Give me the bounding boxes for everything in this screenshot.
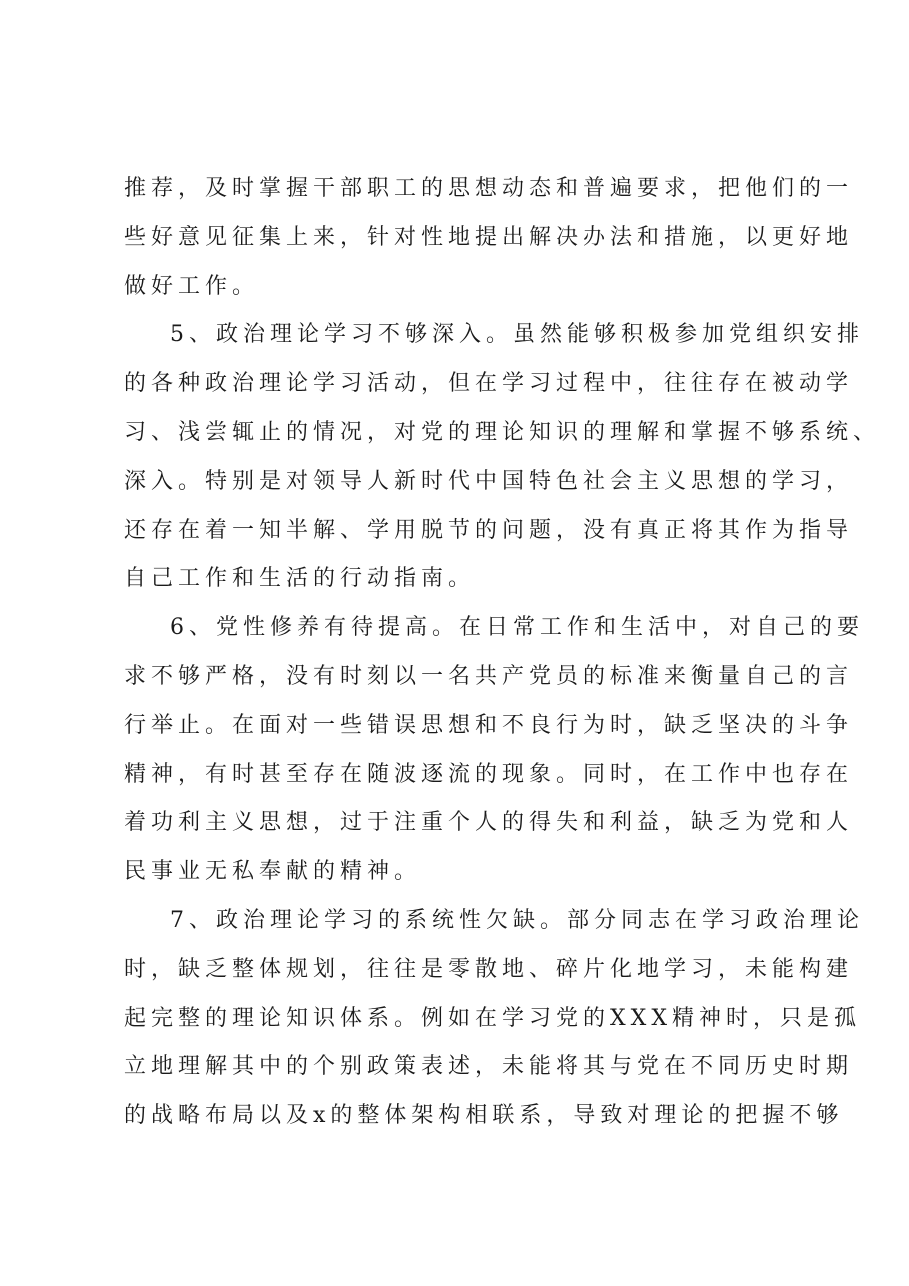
paragraph-7-first-line: 7、政治理论学习的系统性欠缺。部分同志在学习政治理论: [170, 907, 864, 933]
text-line: 的各种政治理论学习活动，但在学习过程中，往往存在被动学: [124, 371, 854, 397]
text-line: 民事业无私奉献的精神。: [124, 859, 422, 885]
text-line: 自己工作和生活的行动指南。: [124, 566, 476, 592]
text-line: 的战略布局以及x的整体架构相联系，导致对理论的把握不够: [124, 1103, 844, 1129]
text-line: 推荐，及时掌握干部职工的思想动态和普遍要求，把他们的一: [124, 176, 854, 201]
text-line: 时，缺乏整体规划，往往是零散地、碎片化地学习，未能构建: [124, 956, 854, 982]
text-line: 立地理解其中的个别政策表述，未能将其与党在不同历史时期: [124, 1054, 854, 1080]
text-line: 求不够严格，没有时刻以一名共产党员的标准来衡量自己的言: [124, 663, 854, 689]
text-line: 习、浅尝辄止的情况，对党的理论知识的理解和掌握不够系统、: [124, 419, 881, 445]
text-line: 些好意见征集上来，针对性地提出解决办法和措施，以更好地: [124, 224, 854, 250]
paragraph-5-first-line: 5、政治理论学习不够深入。虽然能够积极参加党组织安排: [170, 322, 864, 348]
text-line: 还存在着一知半解、学用脱节的问题，没有真正将其作为指导: [124, 517, 854, 543]
text-line: 精神，有时甚至存在随波逐流的现象。同时，在工作中也存在: [124, 761, 854, 787]
text-line: 着功利主义思想，过于注重个人的得失和利益，缺乏为党和人: [124, 810, 854, 836]
paragraph-6-first-line: 6、党性修养有待提高。在日常工作和生活中，对自己的要: [170, 615, 864, 641]
document-body: [124, 165, 881, 1141]
text-line: 深入。特别是对领导人新时代中国特色社会主义思想的学习，: [124, 468, 854, 494]
text-line: 做好工作。: [124, 273, 260, 299]
text-line: 行举止。在面对一些错误思想和不良行为时，缺乏坚决的斗争: [124, 712, 854, 738]
text-line: 起完整的理论知识体系。例如在学习党的XXX精神时，只是孤: [124, 1005, 861, 1031]
